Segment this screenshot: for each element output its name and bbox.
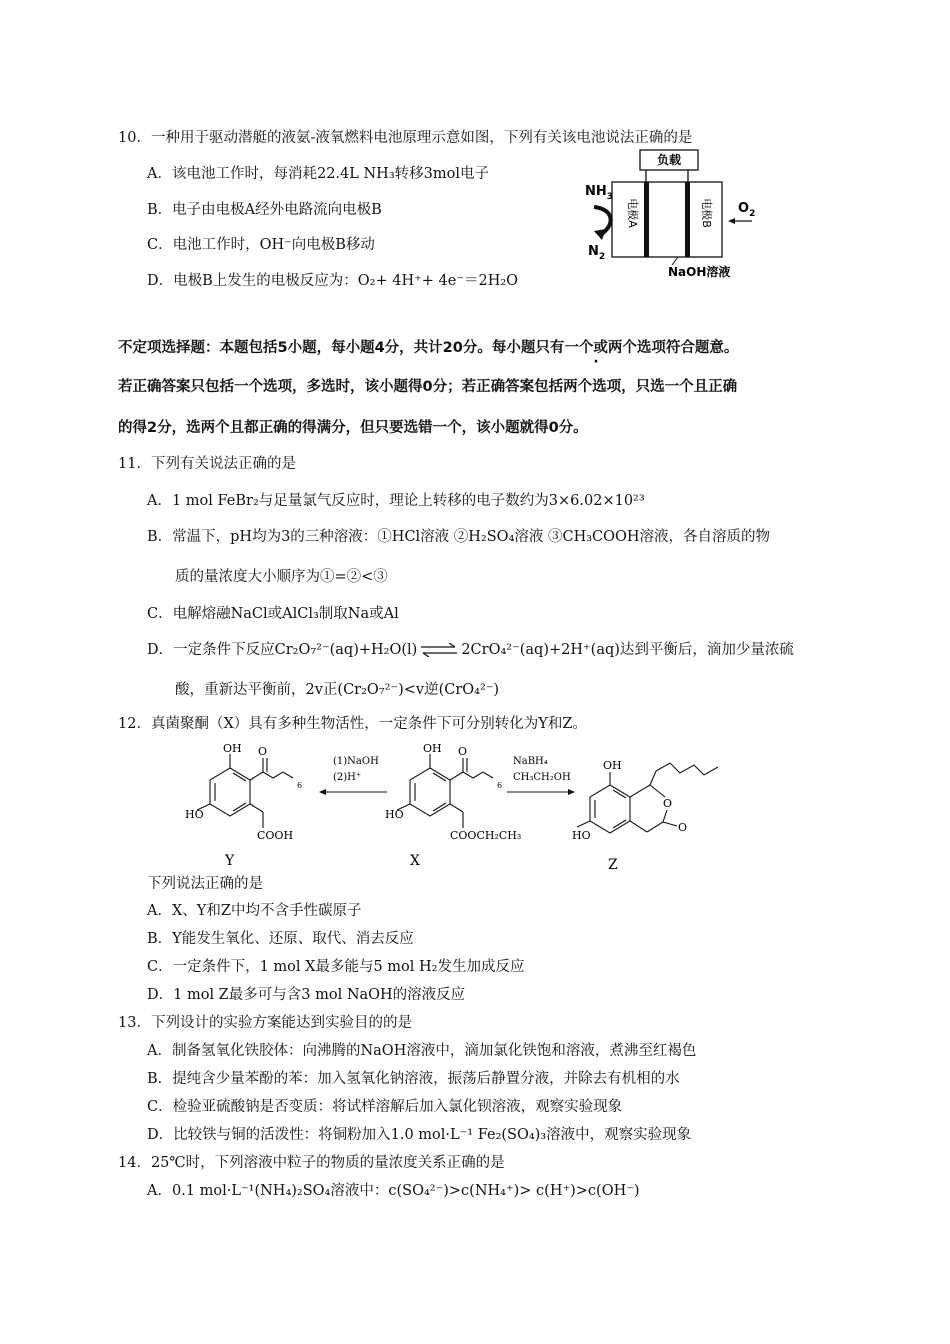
- nh3-label: $NH_3$: [585, 184, 614, 202]
- q11-option-a: A．1 mol FeBr₂与足量氯气反应时，理论上转移的电子数约为3×6.02×10²³: [147, 493, 645, 509]
- q10-option-a: A．该电池工作时，每消耗22.4L NH₃转移3mol电子: [147, 166, 489, 182]
- y-ho: HO: [185, 808, 204, 821]
- instructions-emphasis: 一个或两个 ·: [564, 340, 637, 356]
- q12-option-b: B．Y能发生氧化、还原、取代、消去反应: [147, 931, 414, 947]
- q11-option-c: C．电解熔融NaCl或AlCl₃制取Na或Al: [147, 606, 399, 622]
- q10-option-d: D．电极B上发生的电极反应为：O₂+ 4H⁺+ 4e⁻＝2H₂O: [147, 273, 519, 289]
- electrode-a-bar: [644, 182, 649, 257]
- reagent-etoh: CH₃CH₂OH: [513, 772, 571, 783]
- y-oh: OH: [223, 742, 242, 755]
- reagent-naoh: (1)NaOH: [333, 756, 379, 767]
- q12-option-d: D．1 mol Z最多可与含3 mol NaOH的溶液反应: [147, 987, 466, 1003]
- x-sub6: 6: [497, 781, 503, 790]
- load-label: 负载: [656, 153, 682, 167]
- q11-option-d-line-2: 酸，重新达平衡前，2v正(Cr₂O₇²⁻)<v逆(CrO₄²⁻): [175, 682, 500, 698]
- q13-option-a: A．制备氢氧化铁胶体：向沸腾的NaOH溶液中，滴加氯化铁饱和溶液，煮沸至红褐色: [147, 1043, 697, 1059]
- q13-option-c: C．检验亚硫酸钠是否变质：将试样溶解后加入氯化钡溶液，观察实验现象: [147, 1099, 623, 1115]
- z-ho: HO: [572, 829, 591, 842]
- o2-label: $O_2$: [738, 201, 756, 219]
- instructions-line-2: 若正确答案只包括一个选项，多选时，该小题得0分；若正确答案包括两个选项，只选一个且正确: [118, 379, 738, 395]
- electrode-b-bar: [685, 182, 690, 257]
- q13-option-d: D．比较铁与铜的活泼性：将铜粉加入1.0 mol·L⁻¹ Fe₂(SO₄)₃溶液中，观察实验现象: [147, 1127, 692, 1143]
- x-oh: OH: [423, 742, 442, 755]
- instructions-line-1: 不定项选择题：本题包括5小题，每小题4分，共计20分。每小题只有一个或两个 ·选项符合题意。: [118, 338, 738, 358]
- q10-option-c: C．电池工作时，OH⁻向电极B移动: [147, 237, 375, 253]
- y-o: O: [258, 745, 268, 758]
- q11-stem: 11．下列有关说法正确的是: [118, 456, 296, 472]
- molecule-x: [397, 754, 493, 828]
- equilibrium-arrow-icon: [419, 643, 459, 657]
- molecule-z: [577, 763, 718, 833]
- x-cooet: COOCH₂CH₃: [450, 829, 522, 842]
- fuel-cell-diagram: [580, 145, 770, 285]
- reagent-h: (2)H⁺: [333, 772, 362, 783]
- q14-option-a: A．0.1 mol·L⁻¹(NH₄)₂SO₄溶液中：c(SO₄²⁻)>c(NH₄⁺)> c(H⁺)>c(OH⁻): [147, 1183, 640, 1199]
- reagent-nabh4: NaBH₄: [513, 756, 548, 767]
- electrode-b-label: 电极B: [700, 198, 713, 228]
- instructions-line-3: 的得2分，选两个且都正确的得满分，但只要选错一个，该小题就得0分。: [118, 420, 588, 436]
- q12-stem: 12．真菌聚酮（X）具有多种生物活性，一定条件下可分别转化为Y和Z。: [118, 716, 587, 732]
- q10-option-b: B．电子由电极A经外电路流向电极B: [147, 202, 382, 218]
- z-oh: OH: [603, 759, 622, 772]
- molecule-y: [197, 754, 293, 828]
- y-cooh: COOH: [257, 829, 294, 842]
- electrode-a-label: 电极A: [626, 198, 639, 228]
- label-y: Y: [225, 853, 235, 869]
- q13-option-b: B．提纯含少量苯酚的苯：加入氢氧化钠溶液，振荡后静置分液，并除去有机相的水: [147, 1071, 680, 1087]
- q11-option-b-line-1: B．常温下，pH均为3的三种溶液：①HCl溶液 ②H₂SO₄溶液 ③CH₃COOH溶液，各自溶质的物: [147, 529, 771, 545]
- n2-label: $N_2$: [588, 244, 606, 262]
- q11-option-d-line-1: D．一定条件下反应Cr₂O₇²⁻(aq)+H₂O(l) 2CrO₄²⁻(aq)+2H⁺(aq)达到平衡后，滴加少量浓硫: [147, 642, 794, 658]
- o2-arrow-head-icon: [728, 218, 735, 224]
- q14-stem: 14．25℃时，下列溶液中粒子的物质的量浓度关系正确的是: [118, 1155, 505, 1171]
- q13-stem: 13．下列设计的实验方案能达到实验目的的是: [118, 1015, 412, 1031]
- reaction-scheme: [185, 740, 725, 875]
- q12-option-a: A．X、Y和Z中均不含手性碳原子: [147, 903, 362, 919]
- q12-lead: 下列说法正确的是: [147, 876, 263, 892]
- q11-option-b-line-2: 质的量浓度大小顺序为①=②<③: [175, 569, 388, 585]
- y-sub6: 6: [297, 781, 303, 790]
- x-o: O: [458, 745, 468, 758]
- z-carbonyl-o: O: [678, 821, 688, 834]
- label-z: Z: [608, 857, 618, 873]
- z-ring-o: O: [663, 797, 673, 810]
- q10-stem: 10．一种用于驱动潜艇的液氨-液氧燃料电池原理示意如图，下列有关该电池说法正确的是: [118, 130, 693, 146]
- x-ho: HO: [385, 808, 404, 821]
- q12-option-c: C．一定条件下，1 mol X最多能与5 mol H₂发生加成反应: [147, 959, 525, 975]
- naoh-label: NaOH溶液: [668, 265, 731, 279]
- label-x: X: [410, 853, 420, 869]
